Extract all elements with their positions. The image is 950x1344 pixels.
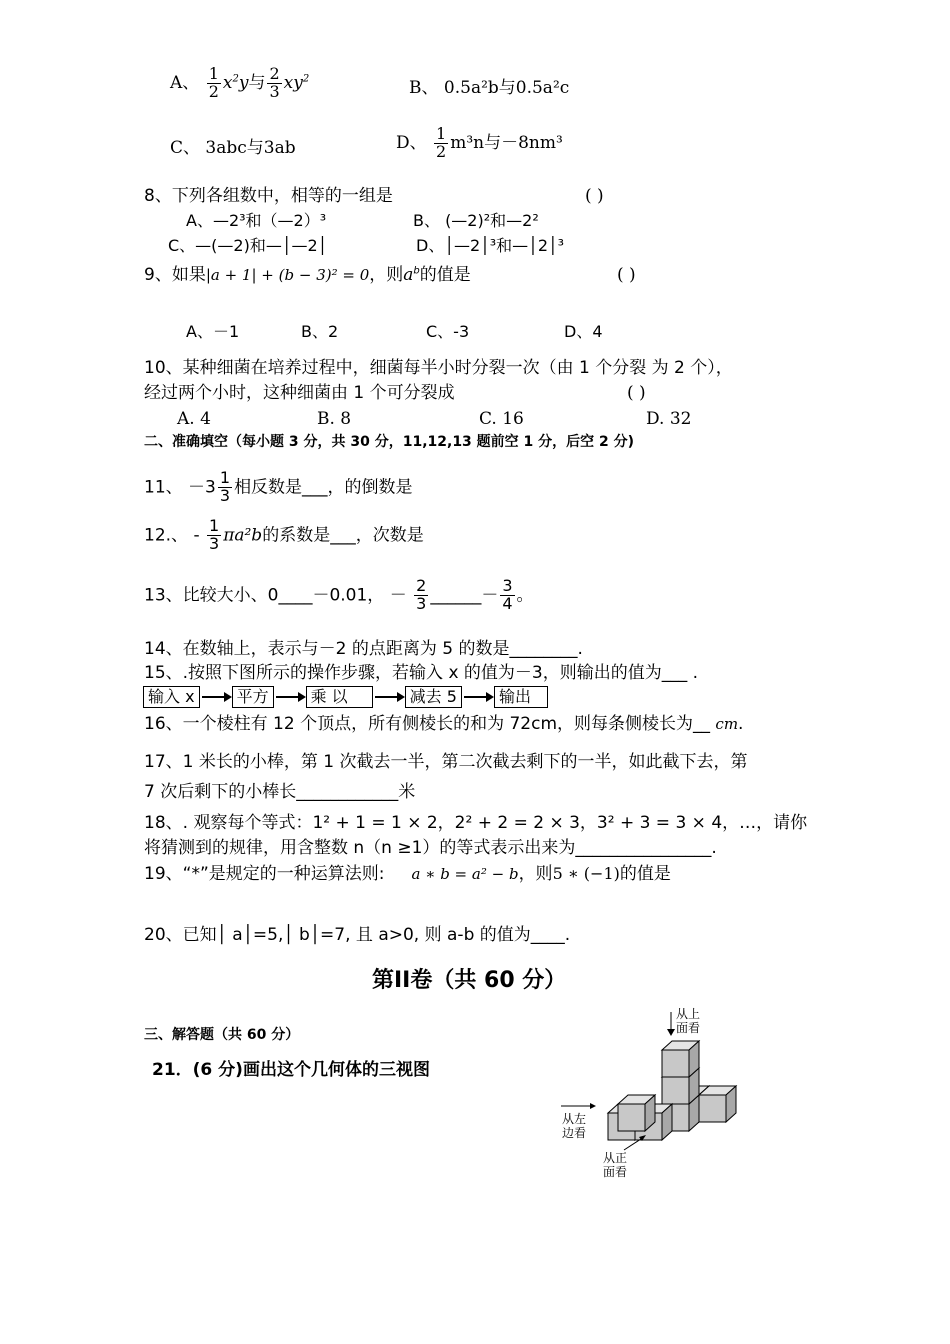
fraction: $\frac{2}{3}$ — [269, 64, 280, 101]
q9-option-b: B、2 — [301, 322, 339, 341]
fraction: $\frac{2}{3}$ — [416, 576, 427, 613]
fraction: $\frac{1}{3}$ — [209, 516, 220, 553]
q10-paren: ( ) — [627, 383, 646, 403]
q9-stem: 9、如果|a + 1| + (b − 3)² = 0，则$a^b$的值是 — [144, 265, 471, 285]
fraction: $\frac{1}{2}$ — [208, 64, 219, 101]
q10-option-d: D. 32 — [646, 409, 692, 429]
fraction: $\frac{1}{3}$ — [219, 468, 231, 505]
section-2-heading: 二、准确填空（每小题 3 分，共 30 分，11,12,13 题前空 1 分，后空 2 分) — [144, 434, 635, 450]
q8-option-d: D、│—2│³和—│2│³ — [416, 236, 565, 255]
q7-option-d: D、 $\frac{1}{2}$ m³n与－8nm³ — [396, 124, 563, 161]
q14: 14、在数轴上，表示与－2 的点距离为 5 的数是________. — [144, 639, 583, 659]
q7-option-c: C、 3abc与3ab — [170, 138, 296, 158]
flow-output-box: 输出 — [494, 686, 548, 708]
flow-arrow — [276, 696, 304, 698]
q20: 20、已知│ a│=5,│ b│=7, 且 a>0, 则 a-b 的值为____. — [144, 925, 571, 945]
flow-subtract-box: 减去 5 — [405, 686, 462, 708]
q17-line2: 7 次后剩下的小棒长____________米 — [144, 782, 416, 802]
q9-option-c: C、-3 — [426, 322, 470, 341]
q16: 16、一个棱柱有 12 个顶点，所有侧棱长的和为 72cm，则每条侧棱长为__ cm. — [144, 714, 744, 734]
q18-line2: 将猜测到的规律，用含整数 n（n ≥1）的等式表示出来为________________. — [144, 838, 717, 858]
flow-square-box: 平方 — [232, 686, 274, 708]
q13: 13、比较大小、0____－0.01， － $\frac{2}{3}$ ______－ $\frac{3}{4}$ 。 — [144, 576, 534, 613]
flow-arrow — [464, 696, 492, 698]
q9-option-a: A、－1 — [186, 322, 240, 341]
q10-option-c: C. 16 — [479, 409, 524, 429]
q12: 12.、 - $\frac{1}{3}$ πa²b的系数是___，次数是 — [144, 516, 424, 553]
q8-option-c: C、—(—2)和—│—2│ — [168, 236, 328, 255]
q8-stem: 8、下列各组数中，相等的一组是 — [144, 186, 393, 206]
q19: 19、“*”是规定的一种运算法则: a ∗ b = a² − b，则5 ∗ (−1)的值是 — [144, 864, 671, 884]
fraction: $\frac{1}{2}$ — [436, 124, 447, 161]
q10-line2: 经过两个小时，这种细菌由 1 个可分裂成 — [144, 383, 455, 403]
left-view-label: 从左 边看 — [562, 1112, 587, 1140]
q15-flowchart — [143, 686, 548, 708]
q11: 11、 －3 $\frac{1}{3}$ 相反数是___，的倒数是 — [144, 468, 413, 505]
q7-option-a: A、 $\frac{1}{2}$ $x^2y$与 $\frac{2}{3}$ $xy^2$ — [170, 64, 310, 101]
flow-input-box: 输入 x — [143, 686, 200, 708]
q7-option-b: B、 0.5a²b与0.5a²c — [409, 78, 570, 98]
q15-stem: 15、.按照下图所示的操作步骤，若输入 x 的值为－3，则输出的值为___ . — [144, 663, 699, 683]
section-3-heading: 三、解答题（共 60 分） — [144, 1027, 300, 1043]
q8-option-b: B、 (—2)²和—2² — [413, 211, 539, 230]
q10-option-b: B. 8 — [317, 409, 352, 429]
q8-paren: ( ) — [585, 186, 604, 206]
q21: 21．(6 分)画出这个几何体的三视图 — [152, 1060, 430, 1080]
q10-line1: 10、某种细菌在培养过程中，细菌每半小时分裂一次（由 1 个分裂 为 2 个）， — [144, 358, 733, 378]
fraction: $\frac{3}{4}$ — [502, 576, 513, 613]
q18-line1: 18、. 观察每个等式：1² + 1 = 1 × 2，2² + 2 = 2 × 3，3² + 3 = 3 × 4，…，请你 — [144, 813, 808, 833]
q9-paren: ( ) — [617, 265, 636, 285]
q8-option-a: A、—2³和（—2）³ — [186, 211, 327, 230]
q17-line1: 17、1 米长的小棒，第 1 次截去一半，第二次截去剩下的一半，如此截下去，第 — [144, 752, 748, 772]
front-view-label: 从正 面看 — [603, 1151, 628, 1179]
flow-arrow — [202, 696, 230, 698]
q9-option-d: D、4 — [564, 322, 603, 341]
q10-option-a: A. 4 — [177, 409, 211, 429]
flow-multiply-box: 乘 以 — [306, 686, 373, 708]
part-2-title: 第II卷（共 60 分） — [372, 968, 567, 993]
flow-arrow — [375, 696, 403, 698]
top-view-label: 从上 面看 — [676, 1007, 701, 1035]
